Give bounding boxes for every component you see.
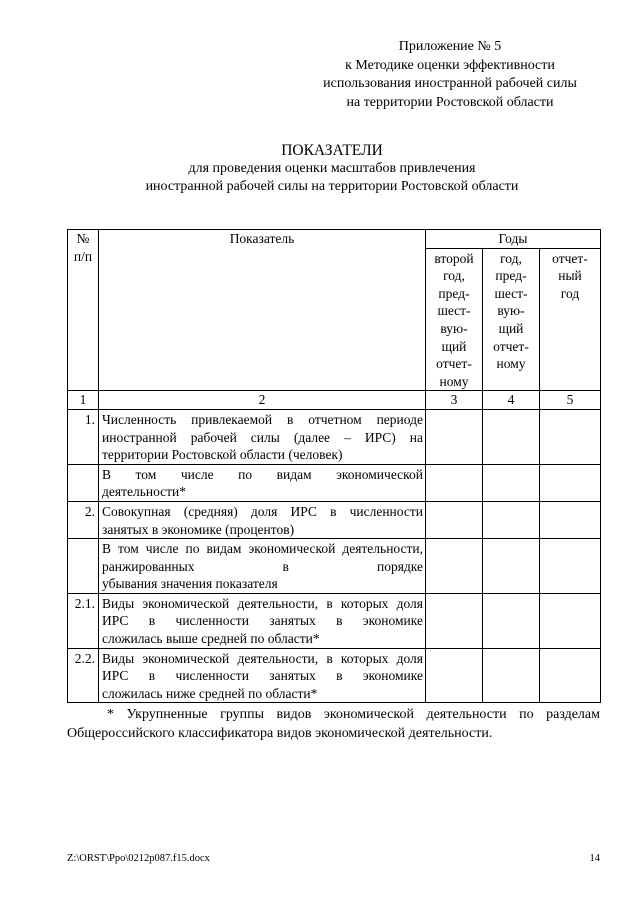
row-indicator: В том числе по видам экономической деятельности* bbox=[99, 464, 426, 501]
table-row bbox=[68, 539, 601, 594]
title-subtitle: иностранной рабочей силы на территории Ростовской области bbox=[145, 179, 519, 194]
cell-year1 bbox=[426, 539, 483, 594]
cell-year3 bbox=[540, 539, 601, 594]
cell-year1 bbox=[426, 593, 483, 648]
cell-year2 bbox=[483, 501, 540, 538]
cell-year1 bbox=[426, 501, 483, 538]
column-number: 4 bbox=[483, 391, 540, 410]
indicators-table bbox=[67, 229, 601, 703]
title-main: ПОКАЗАТЕЛИ bbox=[281, 142, 383, 159]
cell-year3 bbox=[540, 409, 601, 464]
title-subtitle: для проведения оценки масштабов привлечения bbox=[188, 161, 476, 176]
appendix-line: Приложение № 5 bbox=[398, 39, 502, 54]
cell-year1 bbox=[426, 464, 483, 501]
row-number: 2. bbox=[68, 501, 99, 538]
row-number: 1. bbox=[68, 409, 99, 464]
document-title bbox=[0, 142, 640, 196]
header-year-reporting: отчет- ный год bbox=[540, 248, 601, 391]
cell-year2 bbox=[483, 409, 540, 464]
row-indicator: Виды экономической деятельности, в которых доля ИРС в численности занятых в экономике сложилась ниже средней по области* bbox=[99, 648, 426, 703]
row-number: 2.2. bbox=[68, 648, 99, 703]
header-num-line: п/п bbox=[73, 248, 93, 264]
table-row bbox=[68, 501, 601, 538]
cell-year1 bbox=[426, 409, 483, 464]
cell-year2 bbox=[483, 648, 540, 703]
row-indicator: Численность привлекаемой в отчетном периоде иностранной рабочей силы (далее – ИРС) на территории Ростовской области (человек) bbox=[99, 409, 426, 464]
column-number: 5 bbox=[540, 391, 601, 410]
table-row bbox=[68, 464, 601, 501]
column-number: 3 bbox=[426, 391, 483, 410]
row-indicator: Совокупная (средняя) доля ИРС в численности занятых в экономике (процентов) bbox=[99, 501, 426, 538]
appendix-line: на территории Ростовской области bbox=[346, 94, 554, 110]
row-number bbox=[68, 539, 99, 594]
row-number: 2.1. bbox=[68, 593, 99, 648]
header-num bbox=[68, 230, 99, 391]
page-number: 14 bbox=[589, 853, 600, 864]
cell-year3 bbox=[540, 464, 601, 501]
cell-year3 bbox=[540, 593, 601, 648]
appendix-line: к Методике оценки эффективности bbox=[345, 57, 555, 73]
cell-year2 bbox=[483, 593, 540, 648]
column-number: 2 bbox=[99, 391, 426, 410]
appendix-header bbox=[300, 38, 600, 112]
footnote: * Укрупненные группы видов экономической деятельности по разделам Общероссийского классификатора видов экономической деятельности. bbox=[67, 707, 600, 741]
header-year-second-preceding: второй год, пред- шест- вую- щий отчет- ному bbox=[426, 248, 483, 391]
appendix-line: использования иностранной рабочей силы bbox=[323, 76, 577, 91]
row-indicator: В том числе по видам экономической деятельности, ранжированных в порядке убывания значения показателя bbox=[99, 539, 426, 594]
header-num-line: № bbox=[76, 231, 90, 246]
cell-year3 bbox=[540, 501, 601, 538]
row-indicator: Виды экономической деятельности, в которых доля ИРС в численности занятых в экономике сложилась выше средней по области* bbox=[99, 593, 426, 648]
cell-year2 bbox=[483, 539, 540, 594]
header-year-preceding: год, пред- шест- вую- щий отчет- ному bbox=[483, 248, 540, 391]
row-number bbox=[68, 464, 99, 501]
cell-year2 bbox=[483, 464, 540, 501]
table-row bbox=[68, 648, 601, 703]
table-row bbox=[68, 409, 601, 464]
footer-file-path: Z:\ORST\Ppo\0212p087.f15.docx bbox=[67, 853, 210, 864]
header-indicator: Показатель bbox=[99, 230, 426, 391]
table-row bbox=[68, 593, 601, 648]
cell-year1 bbox=[426, 648, 483, 703]
cell-year3 bbox=[540, 648, 601, 703]
header-years: Годы bbox=[426, 230, 601, 249]
column-number: 1 bbox=[68, 391, 99, 410]
column-numbers-row bbox=[68, 391, 601, 410]
